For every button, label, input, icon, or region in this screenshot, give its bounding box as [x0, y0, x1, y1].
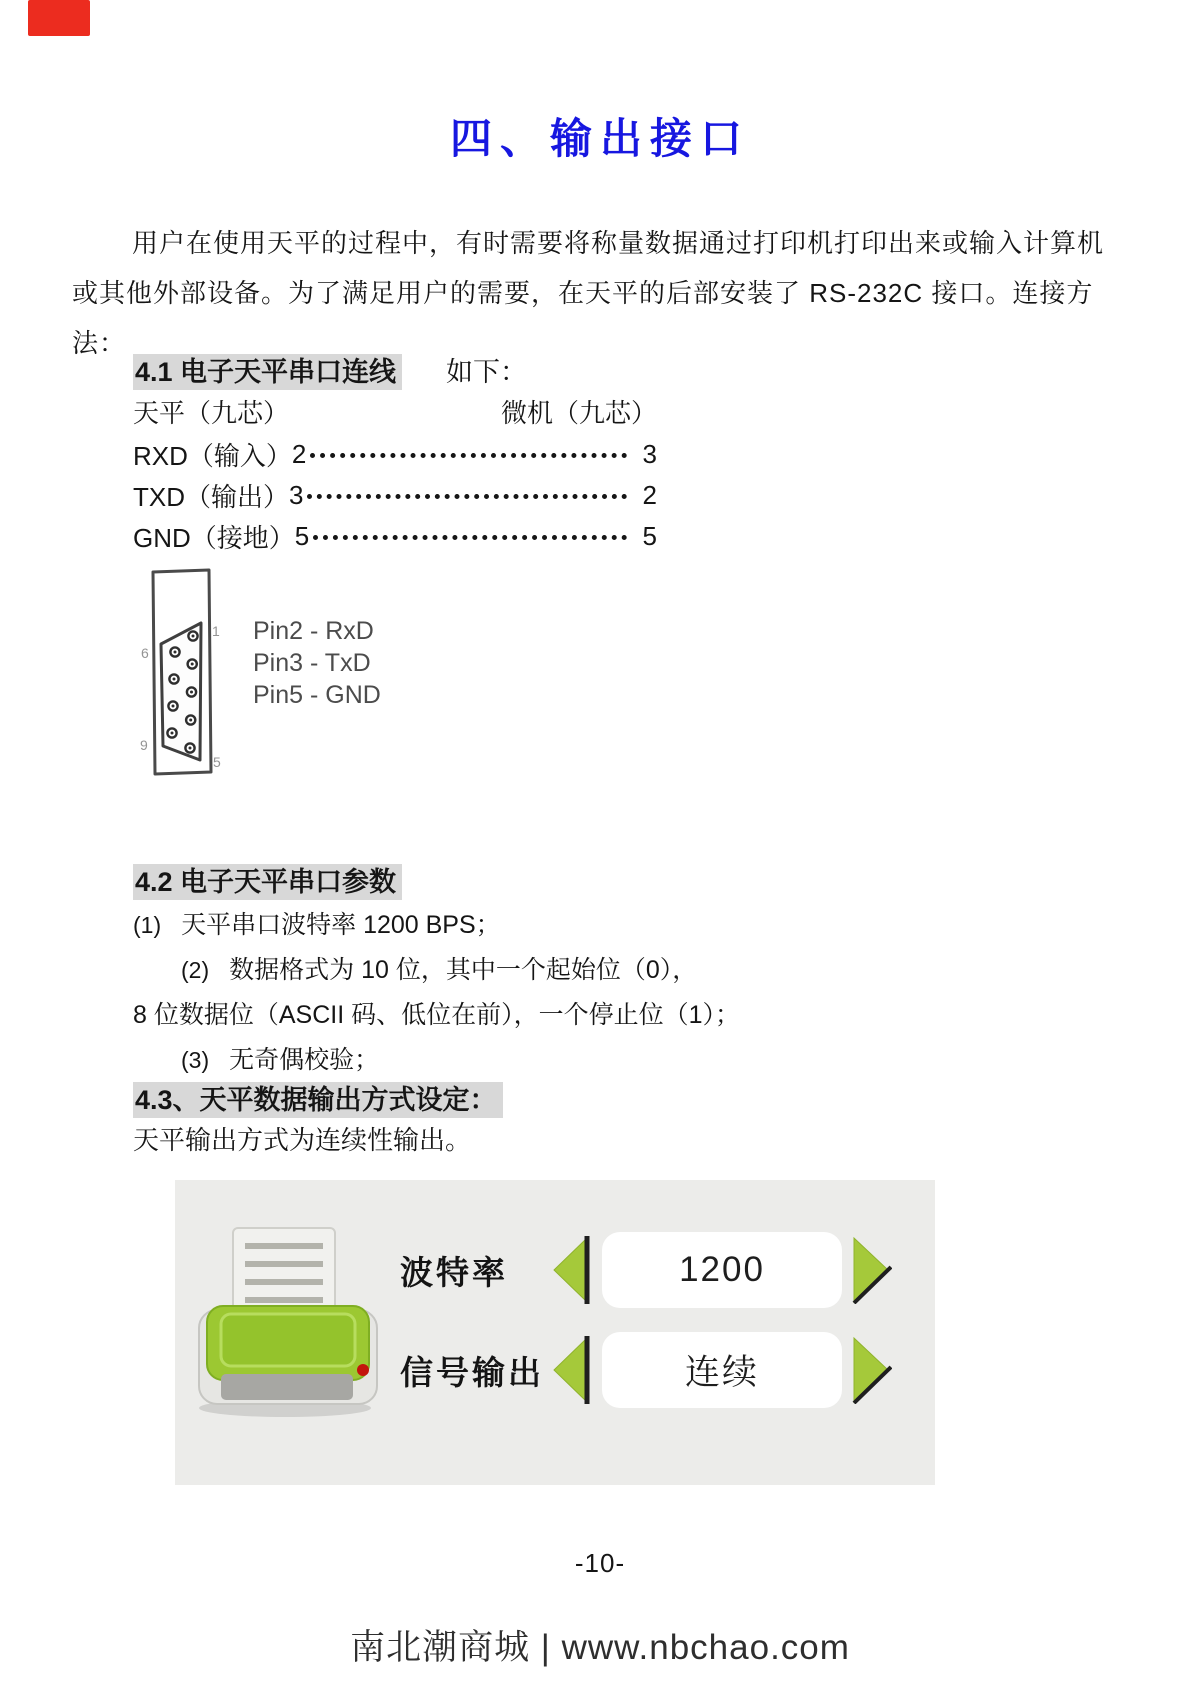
red-stamp — [28, 0, 90, 36]
list-item — [133, 903, 740, 948]
to-pin: 3 — [642, 439, 657, 469]
intro-line-2: 或其他外部设备。为了满足用户的需要，在天平的后部安装了 RS-232C 接口。连接方法： — [72, 278, 1094, 358]
item-text: 无奇偶校验； — [229, 1046, 380, 1074]
item-text: 天平串口波特率 1200 BPS； — [181, 911, 501, 939]
computer-column-header: 微机（九芯） — [500, 398, 657, 428]
arrow-left-icon — [552, 1336, 590, 1404]
item-number: (2) — [181, 957, 210, 983]
dotted-leader — [310, 453, 627, 458]
page-title: 四、输出接口 — [449, 115, 750, 162]
list-item — [133, 993, 740, 1038]
from-pin: 3 — [289, 480, 304, 510]
table-row — [133, 434, 657, 475]
pin-connection-table — [133, 434, 657, 557]
pin-number-6: 6 — [141, 645, 149, 661]
db9-connector-icon — [140, 566, 222, 778]
setting-label: 波特率 — [400, 1253, 508, 1291]
section-4-1-heading-suffix: 如下： — [446, 357, 528, 387]
from-pin: 2 — [291, 439, 307, 469]
serial-parameters-list — [133, 903, 740, 1083]
legend-line: Pin3 - TxD — [253, 649, 371, 677]
setting-value-box — [602, 1232, 842, 1308]
arrow-left-icon — [552, 1236, 590, 1304]
dotted-leader — [313, 535, 627, 540]
pin-number-9: 9 — [140, 737, 148, 753]
item-number: (3) — [181, 1047, 210, 1073]
pin-legend — [253, 615, 381, 711]
item-text: 数据格式为 10 位，其中一个起始位（0）， — [229, 956, 698, 984]
legend-line: Pin2 - RxD — [253, 617, 374, 645]
balance-settings-screenshot — [175, 1180, 935, 1485]
balance-column-header: 天平（九芯） — [133, 398, 290, 428]
dotted-leader — [307, 494, 627, 499]
legend-line: Pin5 - GND — [253, 681, 381, 709]
list-item — [133, 1038, 740, 1083]
signal-label: TXD（输出） — [133, 482, 290, 512]
section-4-2-heading-text: 4.2 电子天平串口参数 — [133, 864, 402, 900]
footer-text: 南北潮商城 | www.nbchao.com — [350, 1628, 850, 1667]
setting-value: 连续 — [684, 1353, 759, 1392]
section-4-1-heading — [133, 350, 527, 389]
section-4-3-body: 天平输出方式为连续性输出。 — [133, 1125, 472, 1155]
setting-value-box — [602, 1332, 842, 1408]
from-pin: 5 — [294, 521, 310, 551]
arrow-right-icon — [852, 1236, 892, 1304]
pin-number-5: 5 — [213, 754, 221, 770]
signal-output-setting-row — [400, 1332, 920, 1408]
section-4-2-heading — [133, 860, 402, 899]
intro-paragraph — [72, 218, 1134, 368]
printer-icon — [193, 1222, 383, 1422]
section-4-3-heading-text: 4.3、天平数据输出方式设定： — [133, 1082, 503, 1118]
table-row — [133, 516, 657, 557]
to-pin: 2 — [642, 480, 657, 510]
page-number: -10- — [574, 1548, 626, 1578]
table-row — [133, 475, 657, 516]
section-4-1-heading-text: 4.1 电子天平串口连线 — [133, 354, 402, 390]
pin-number-1: 1 — [212, 623, 220, 639]
item-text: 8 位数据位（ASCII 码、低位在前），一个停止位（1）； — [133, 1001, 740, 1029]
baud-rate-setting-row — [400, 1232, 920, 1308]
signal-label: GND（接地） — [133, 523, 295, 553]
setting-value: 1200 — [679, 1250, 765, 1289]
section-4-3-heading — [133, 1078, 503, 1117]
to-pin: 5 — [642, 521, 657, 551]
connection-column-headers — [133, 393, 657, 430]
signal-label: RXD（输入） — [133, 441, 292, 471]
setting-label: 信号输出 — [400, 1353, 544, 1391]
intro-line-1: 用户在使用天平的过程中，有时需要将称量数据通过打印机打印出来或输入计算机 — [132, 228, 1105, 258]
item-number: (1) — [133, 912, 162, 938]
arrow-right-icon — [852, 1336, 892, 1404]
list-item — [133, 948, 740, 993]
